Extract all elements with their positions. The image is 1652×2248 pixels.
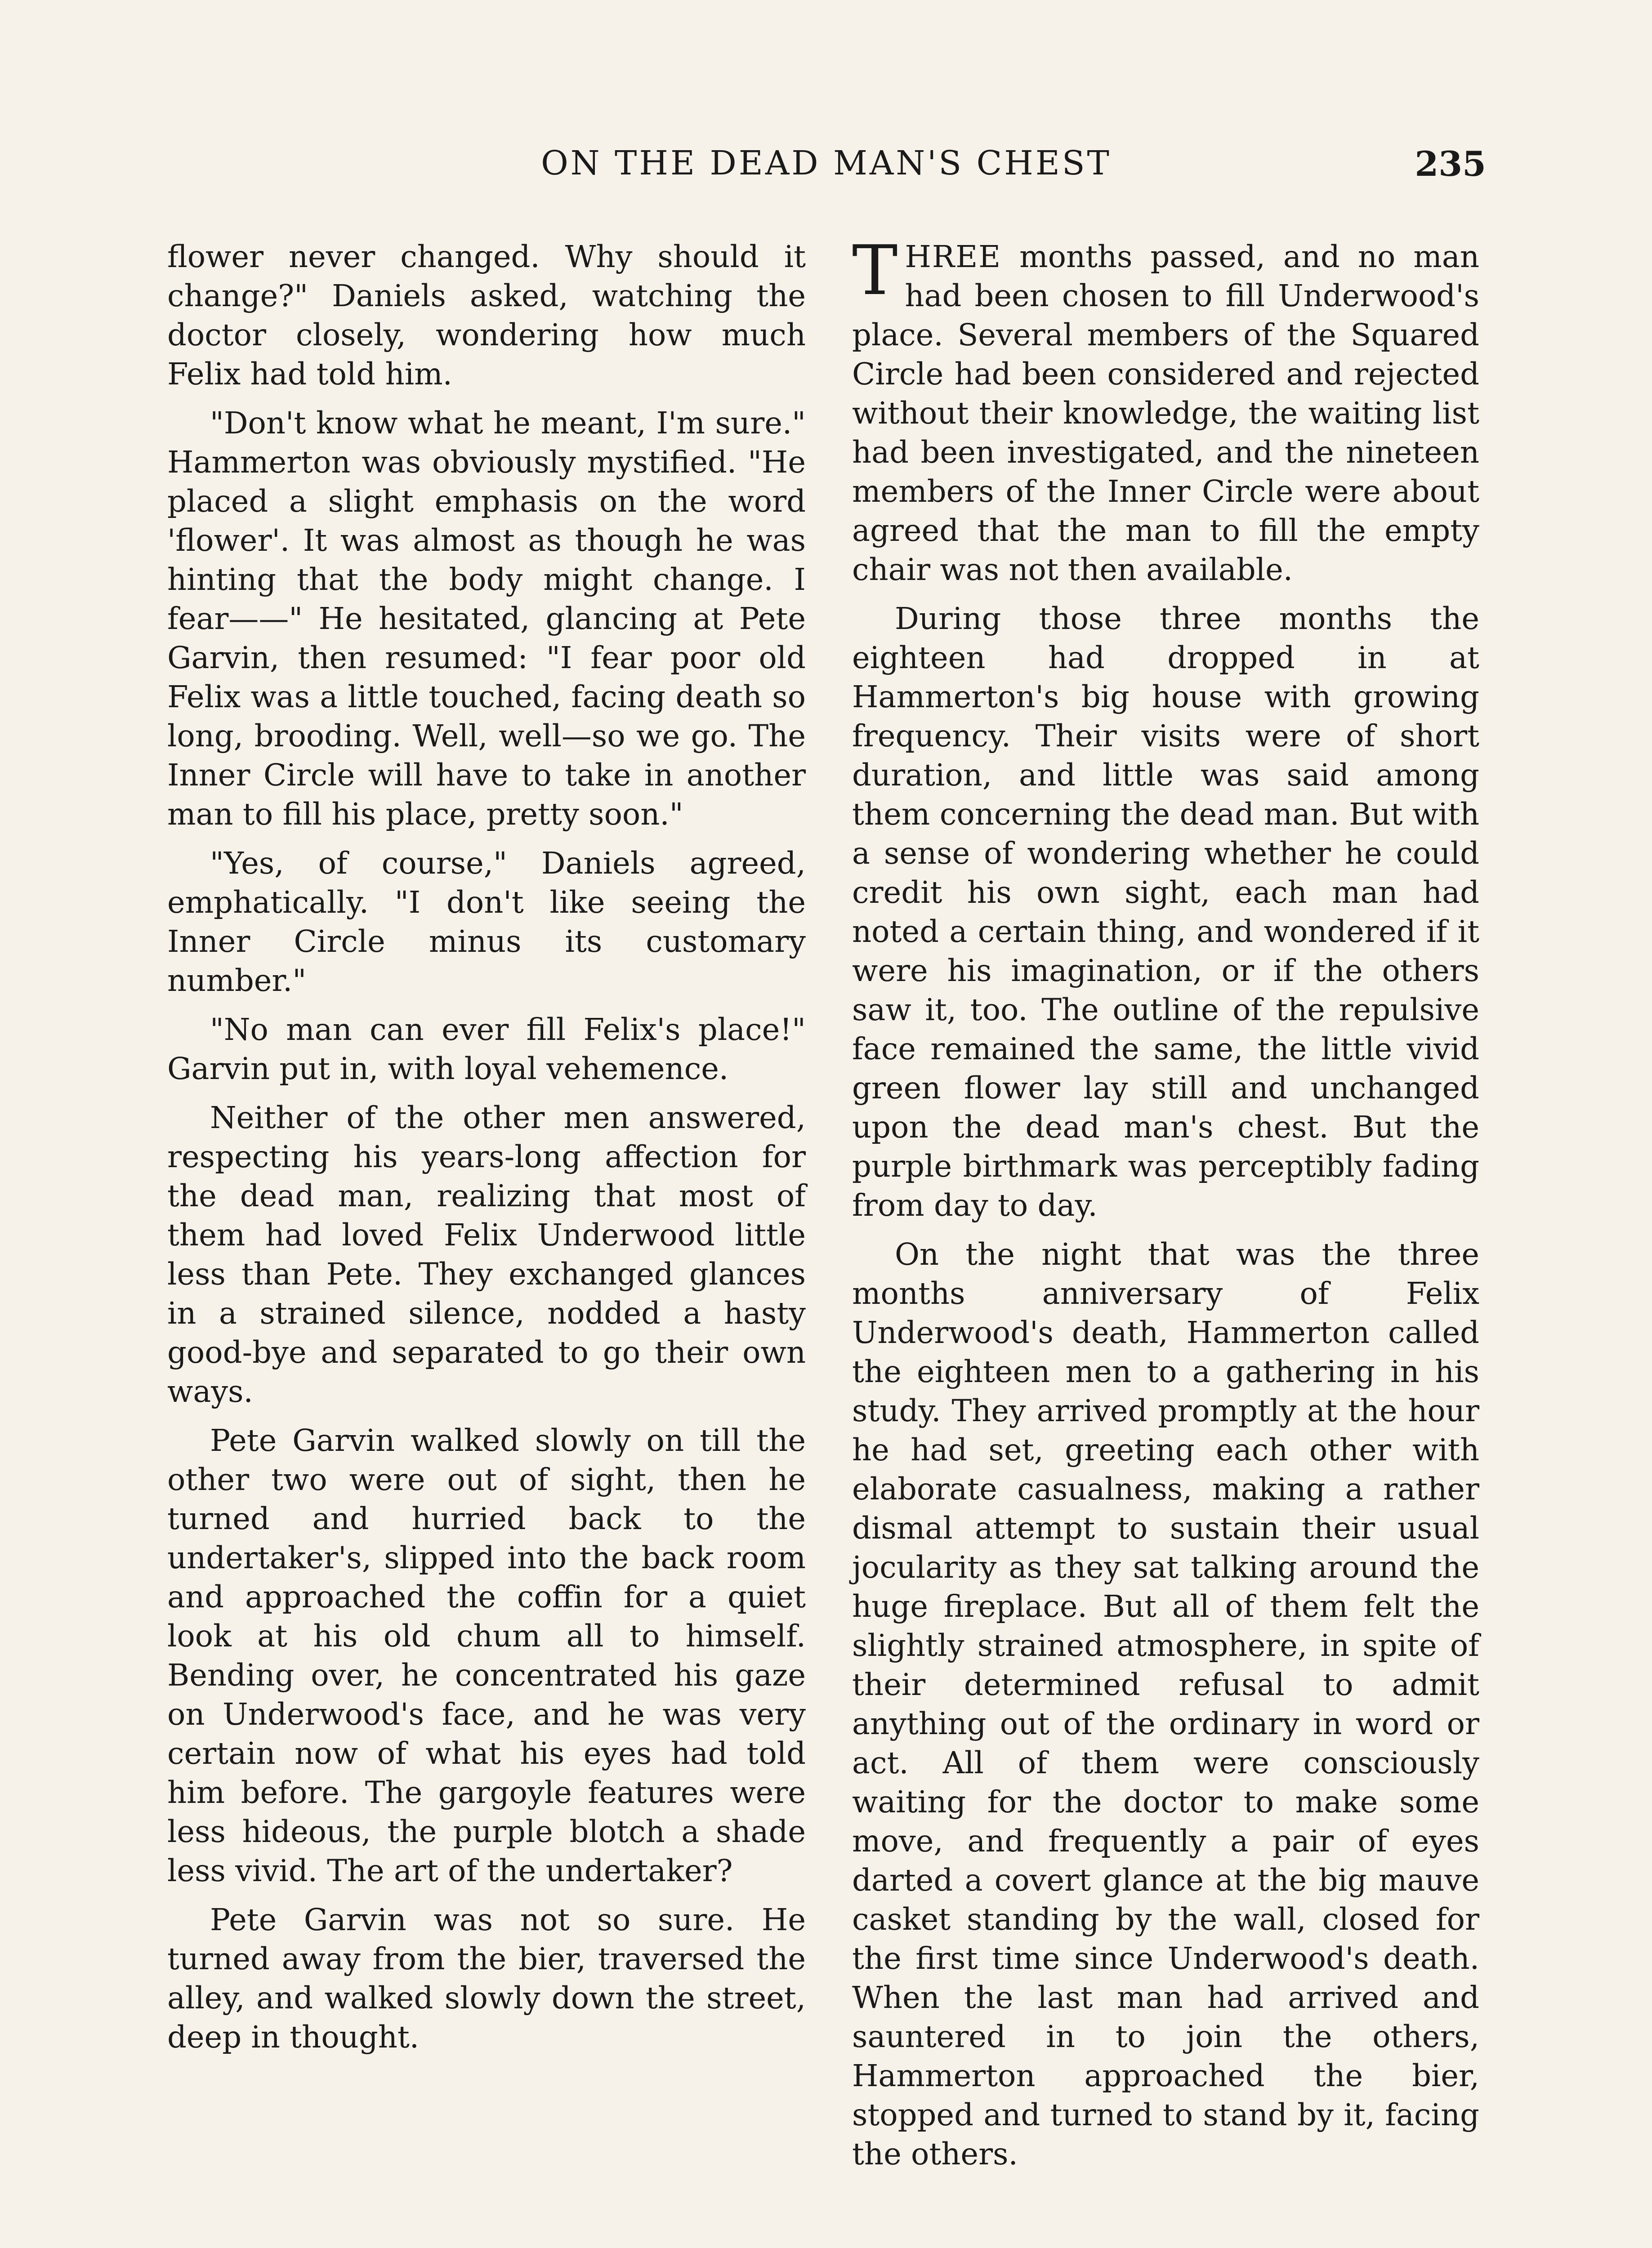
running-header <box>166 144 1486 193</box>
paragraph: Pete Garvin was not so sure. He turned away from the bier, traversed the alley, and walked slowly down the street, deep in thought. <box>167 1902 806 2055</box>
page-title: ON THE DEAD MAN'S CHEST <box>541 144 1112 183</box>
paragraph: "Don't know what he meant, I'm sure." Hammerton was obviously mystified. "He placed a slight emphasis on the word 'flower'. It was almost as though he was hinting that the body might change. I fear——" He hesitated, glancing at Pete Garvin, then resumed: "I fear poor old Felix was a little touched, facing death so long, brooding. Well, well—so we go. The Inner Circle will have to take in another man to fill his place, pretty soon." <box>167 406 806 832</box>
paragraph: "Yes, of course," Daniels agreed, emphatically. "I don't like seeing the Inner Circle minus its customary number." <box>167 846 806 998</box>
page-number: 235 <box>1415 144 1486 184</box>
paragraph: Pete Garvin walked slowly on till the other two were out of sight, then he turned and hurried back to the undertaker's, slipped into the back room and approached the coffin for a quiet look at his old chum all to himself. Bending over, he concentrated his gaze on Underwood's face, and he was very certain now of what his eyes had told him before. The gargoyle features were less hideous, the purple blotch a shade less vivid. The art of the undertaker? <box>167 1423 806 1888</box>
paragraph: flower never changed. Why should it change?" Daniels asked, watching the doctor closely, wondering how much Felix had told him. <box>167 239 806 392</box>
drop-cap: T <box>852 231 898 310</box>
opening-paragraph <box>852 231 1479 589</box>
paragraph: Neither of the other men answered, respecting his years-long affection for the dead man, realizing that most of them had loved Felix Underwood little less than Pete. They exchanged glances in a strained silence, nodded a hasty good-bye and separated to go their own ways. <box>167 1100 806 1409</box>
opening-text: months passed, and no man had been chosen to fill Underwood's place. Several members of the Squared Circle had been considered and rejected without their knowledge, the waiting list had been investigated, and the nineteen members of the Inner Circle were about agreed that the man to fill the empty chair was not then available. <box>852 239 1479 587</box>
right-column <box>852 231 1479 2248</box>
left-column <box>167 237 806 2248</box>
paragraph: On the night that was the three months anniversary of Felix Underwood's death, Hammerton called the eighteen men to a gathering in his study. They arrived promptly at the hour he had set, greeting each other with elaborate casualness, making a rather dismal attempt to sustain their usual jocularity as they sat talking around the huge fireplace. But all of them felt the slightly strained atmosphere, in spite of their determined refusal to admit anything out of the ordinary in word or act. All of them were consciously waiting for the doctor to make some move, and frequently a pair of eyes darted a covert glance at the big mauve casket standing by the wall, closed for the first time since Underwood's death. When the last man had arrived and sauntered in to join the others, Hammerton approached the bier, stopped and turned to stand by it, facing the others. <box>852 1237 1479 2172</box>
paragraph: During those three months the eighteen had dropped in at Hammerton's big house with growing frequency. Their visits were of short duration, and little was said among them concerning the dead man. But with a sense of wondering whether he could credit his own sight, each man had noted a certain thing, and wondered if it were his imagination, or if the others saw it, too. The outline of the repulsive face remained the same, the little vivid green flower lay still and unchanged upon the dead man's chest. But the purple birthmark was perceptibly fading from day to day. <box>852 601 1479 1223</box>
opening-smallcaps: HREE <box>905 239 1002 274</box>
paragraph: "No man can ever fill Felix's place!" Garvin put in, with loyal vehemence. <box>167 1012 806 1086</box>
